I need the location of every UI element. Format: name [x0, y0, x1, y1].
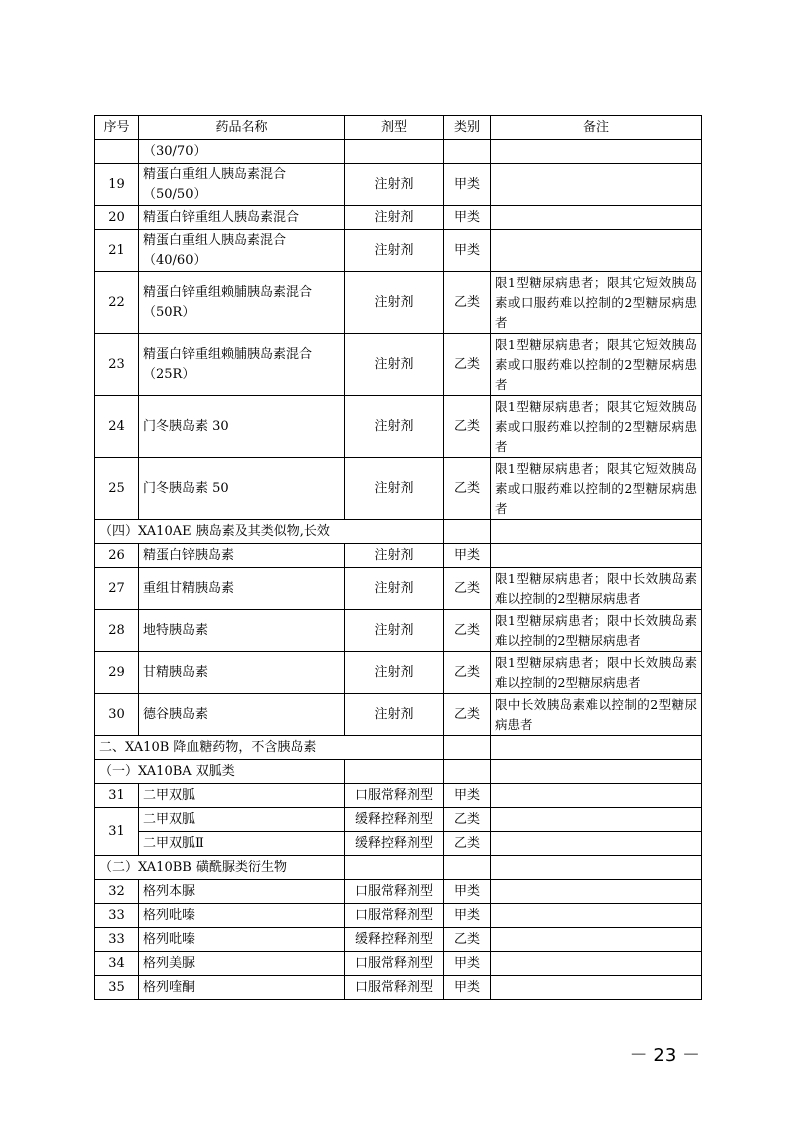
row-no: 22 — [95, 272, 139, 334]
table-row — [95, 610, 702, 652]
dosage-form: 注射剂 — [345, 458, 444, 520]
table-row — [95, 206, 702, 230]
row-no: 33 — [95, 928, 139, 952]
table-row — [95, 976, 702, 1000]
row-no: 35 — [95, 976, 139, 1000]
section-heading: 二、XA10B 降血糖药物，不含胰岛素 — [95, 736, 444, 760]
note — [491, 832, 702, 856]
note: 限1型糖尿病患者；限中长效胰岛素难以控制的2型糖尿病患者 — [491, 568, 702, 610]
table-row — [95, 694, 702, 736]
dosage-form: 注射剂 — [345, 568, 444, 610]
table-row — [95, 568, 702, 610]
category: 乙类 — [444, 694, 491, 736]
row-no: 30 — [95, 694, 139, 736]
note — [491, 206, 702, 230]
drug-name: 格列吡嗪 — [139, 904, 345, 928]
table-row — [95, 272, 702, 334]
note — [491, 952, 702, 976]
drug-name: 格列美脲 — [139, 952, 345, 976]
dosage-form: 注射剂 — [345, 334, 444, 396]
table-row — [95, 230, 702, 272]
category: 甲类 — [444, 880, 491, 904]
category: 乙类 — [444, 610, 491, 652]
dosage-form: 注射剂 — [345, 610, 444, 652]
dosage-form: 口服常释剂型 — [345, 952, 444, 976]
drug-name: 二甲双胍 — [139, 808, 345, 832]
table-row — [95, 458, 702, 520]
table-row — [95, 808, 702, 832]
empty-cell — [444, 760, 491, 784]
dosage-form: 缓释控释剂型 — [345, 832, 444, 856]
dosage-form: 注射剂 — [345, 396, 444, 458]
row-no: 32 — [95, 880, 139, 904]
category: 甲类 — [444, 206, 491, 230]
empty-cell — [345, 856, 444, 880]
dosage-form: 缓释控释剂型 — [345, 928, 444, 952]
row-no: 21 — [95, 230, 139, 272]
header-category: 类别 — [444, 116, 491, 140]
dosage-form: 注射剂 — [345, 694, 444, 736]
drug-name: 重组甘精胰岛素 — [139, 568, 345, 610]
drug-name: 格列本脲 — [139, 880, 345, 904]
note — [491, 164, 702, 206]
note: 限1型糖尿病患者；限其它短效胰岛素或口服药难以控制的2型糖尿病患者 — [491, 396, 702, 458]
drug-name: 精蛋白锌胰岛素 — [139, 544, 345, 568]
row-no: 23 — [95, 334, 139, 396]
note — [491, 544, 702, 568]
header-name: 药品名称 — [139, 116, 345, 140]
row-no: 19 — [95, 164, 139, 206]
note — [491, 784, 702, 808]
row-no: 29 — [95, 652, 139, 694]
table-row — [95, 880, 702, 904]
note — [491, 928, 702, 952]
category: 甲类 — [444, 544, 491, 568]
header-note: 备注 — [491, 116, 702, 140]
drug-name: 门冬胰岛素 30 — [139, 396, 345, 458]
note: 限1型糖尿病患者；限中长效胰岛素难以控制的2型糖尿病患者 — [491, 652, 702, 694]
section-heading: （二）XA10BB 磺酰脲类衍生物 — [95, 856, 345, 880]
category: 甲类 — [444, 230, 491, 272]
drug-name: 格列吡嗪 — [139, 928, 345, 952]
row-no: 31 — [95, 784, 139, 808]
note: 限中长效胰岛素难以控制的2型糖尿病患者 — [491, 694, 702, 736]
dosage-form: 缓释控释剂型 — [345, 808, 444, 832]
note — [491, 808, 702, 832]
header-form: 剂型 — [345, 116, 444, 140]
row-no: 26 — [95, 544, 139, 568]
category: 甲类 — [444, 976, 491, 1000]
section-heading: （一）XA10BA 双胍类 — [95, 760, 345, 784]
category: 甲类 — [444, 164, 491, 206]
note: 限1型糖尿病患者；限中长效胰岛素难以控制的2型糖尿病患者 — [491, 610, 702, 652]
category: 乙类 — [444, 396, 491, 458]
empty-cell — [491, 760, 702, 784]
drug-name: 甘精胰岛素 — [139, 652, 345, 694]
drug-name: 格列喹酮 — [139, 976, 345, 1000]
drug-name: 德谷胰岛素 — [139, 694, 345, 736]
row-no: 31 — [95, 808, 139, 856]
empty-cell — [444, 736, 491, 760]
category: 乙类 — [444, 568, 491, 610]
table-row — [95, 396, 702, 458]
table-row — [95, 832, 702, 856]
category: 乙类 — [444, 652, 491, 694]
dosage-form: 口服常释剂型 — [345, 976, 444, 1000]
table-row — [95, 652, 702, 694]
category: 乙类 — [444, 808, 491, 832]
section-row — [95, 856, 702, 880]
category: 乙类 — [444, 272, 491, 334]
section-row — [95, 736, 702, 760]
header-no: 序号 — [95, 116, 139, 140]
table-row — [95, 164, 702, 206]
category: 甲类 — [444, 904, 491, 928]
category: 乙类 — [444, 928, 491, 952]
row-no: 28 — [95, 610, 139, 652]
dosage-form: 注射剂 — [345, 206, 444, 230]
drug-name: 精蛋白重组人胰岛素混合（40/60） — [139, 230, 345, 272]
empty-cell — [491, 520, 702, 544]
note: 限1型糖尿病患者；限其它短效胰岛素或口服药难以控制的2型糖尿病患者 — [491, 334, 702, 396]
note — [491, 880, 702, 904]
row-no: 27 — [95, 568, 139, 610]
table-row — [95, 334, 702, 396]
empty-cell — [444, 520, 491, 544]
dosage-form — [345, 140, 444, 164]
category: 甲类 — [444, 952, 491, 976]
category: 乙类 — [444, 458, 491, 520]
table-row — [95, 904, 702, 928]
category: 乙类 — [444, 832, 491, 856]
table-row — [95, 544, 702, 568]
category: 乙类 — [444, 334, 491, 396]
empty-cell — [491, 736, 702, 760]
table-row — [95, 952, 702, 976]
empty-cell — [345, 760, 444, 784]
dosage-form: 注射剂 — [345, 164, 444, 206]
empty-cell — [491, 856, 702, 880]
drug-table — [94, 115, 702, 1000]
table-row — [95, 928, 702, 952]
drug-name: 精蛋白重组人胰岛素混合（50/50） — [139, 164, 345, 206]
dosage-form: 注射剂 — [345, 230, 444, 272]
row-no: 20 — [95, 206, 139, 230]
dosage-form: 注射剂 — [345, 652, 444, 694]
table-header-row — [95, 116, 702, 140]
row-no: 33 — [95, 904, 139, 928]
drug-name: 精蛋白锌重组赖脯胰岛素混合（25R） — [139, 334, 345, 396]
drug-name: 地特胰岛素 — [139, 610, 345, 652]
section-row — [95, 520, 702, 544]
drug-name: 二甲双胍 — [139, 784, 345, 808]
drug-name: 二甲双胍Ⅱ — [139, 832, 345, 856]
drug-name: （30/70） — [139, 140, 345, 164]
row-no: 24 — [95, 396, 139, 458]
page-number: － 23 － — [629, 1045, 700, 1066]
category — [444, 140, 491, 164]
drug-name: 精蛋白锌重组赖脯胰岛素混合（50R） — [139, 272, 345, 334]
table-row — [95, 140, 702, 164]
table-row — [95, 784, 702, 808]
dosage-form: 注射剂 — [345, 544, 444, 568]
row-no: 34 — [95, 952, 139, 976]
dosage-form: 口服常释剂型 — [345, 880, 444, 904]
note — [491, 904, 702, 928]
note — [491, 140, 702, 164]
dosage-form: 口服常释剂型 — [345, 784, 444, 808]
empty-cell — [444, 856, 491, 880]
note — [491, 230, 702, 272]
note: 限1型糖尿病患者；限其它短效胰岛素或口服药难以控制的2型糖尿病患者 — [491, 458, 702, 520]
drug-name: 门冬胰岛素 50 — [139, 458, 345, 520]
row-no: 25 — [95, 458, 139, 520]
dosage-form: 注射剂 — [345, 272, 444, 334]
drug-name: 精蛋白锌重组人胰岛素混合 — [139, 206, 345, 230]
dosage-form: 口服常释剂型 — [345, 904, 444, 928]
row-no — [95, 140, 139, 164]
note — [491, 976, 702, 1000]
note: 限1型糖尿病患者；限其它短效胰岛素或口服药难以控制的2型糖尿病患者 — [491, 272, 702, 334]
section-heading: （四）XA10AE 胰岛素及其类似物,长效 — [95, 520, 444, 544]
category: 甲类 — [444, 784, 491, 808]
section-row — [95, 760, 702, 784]
